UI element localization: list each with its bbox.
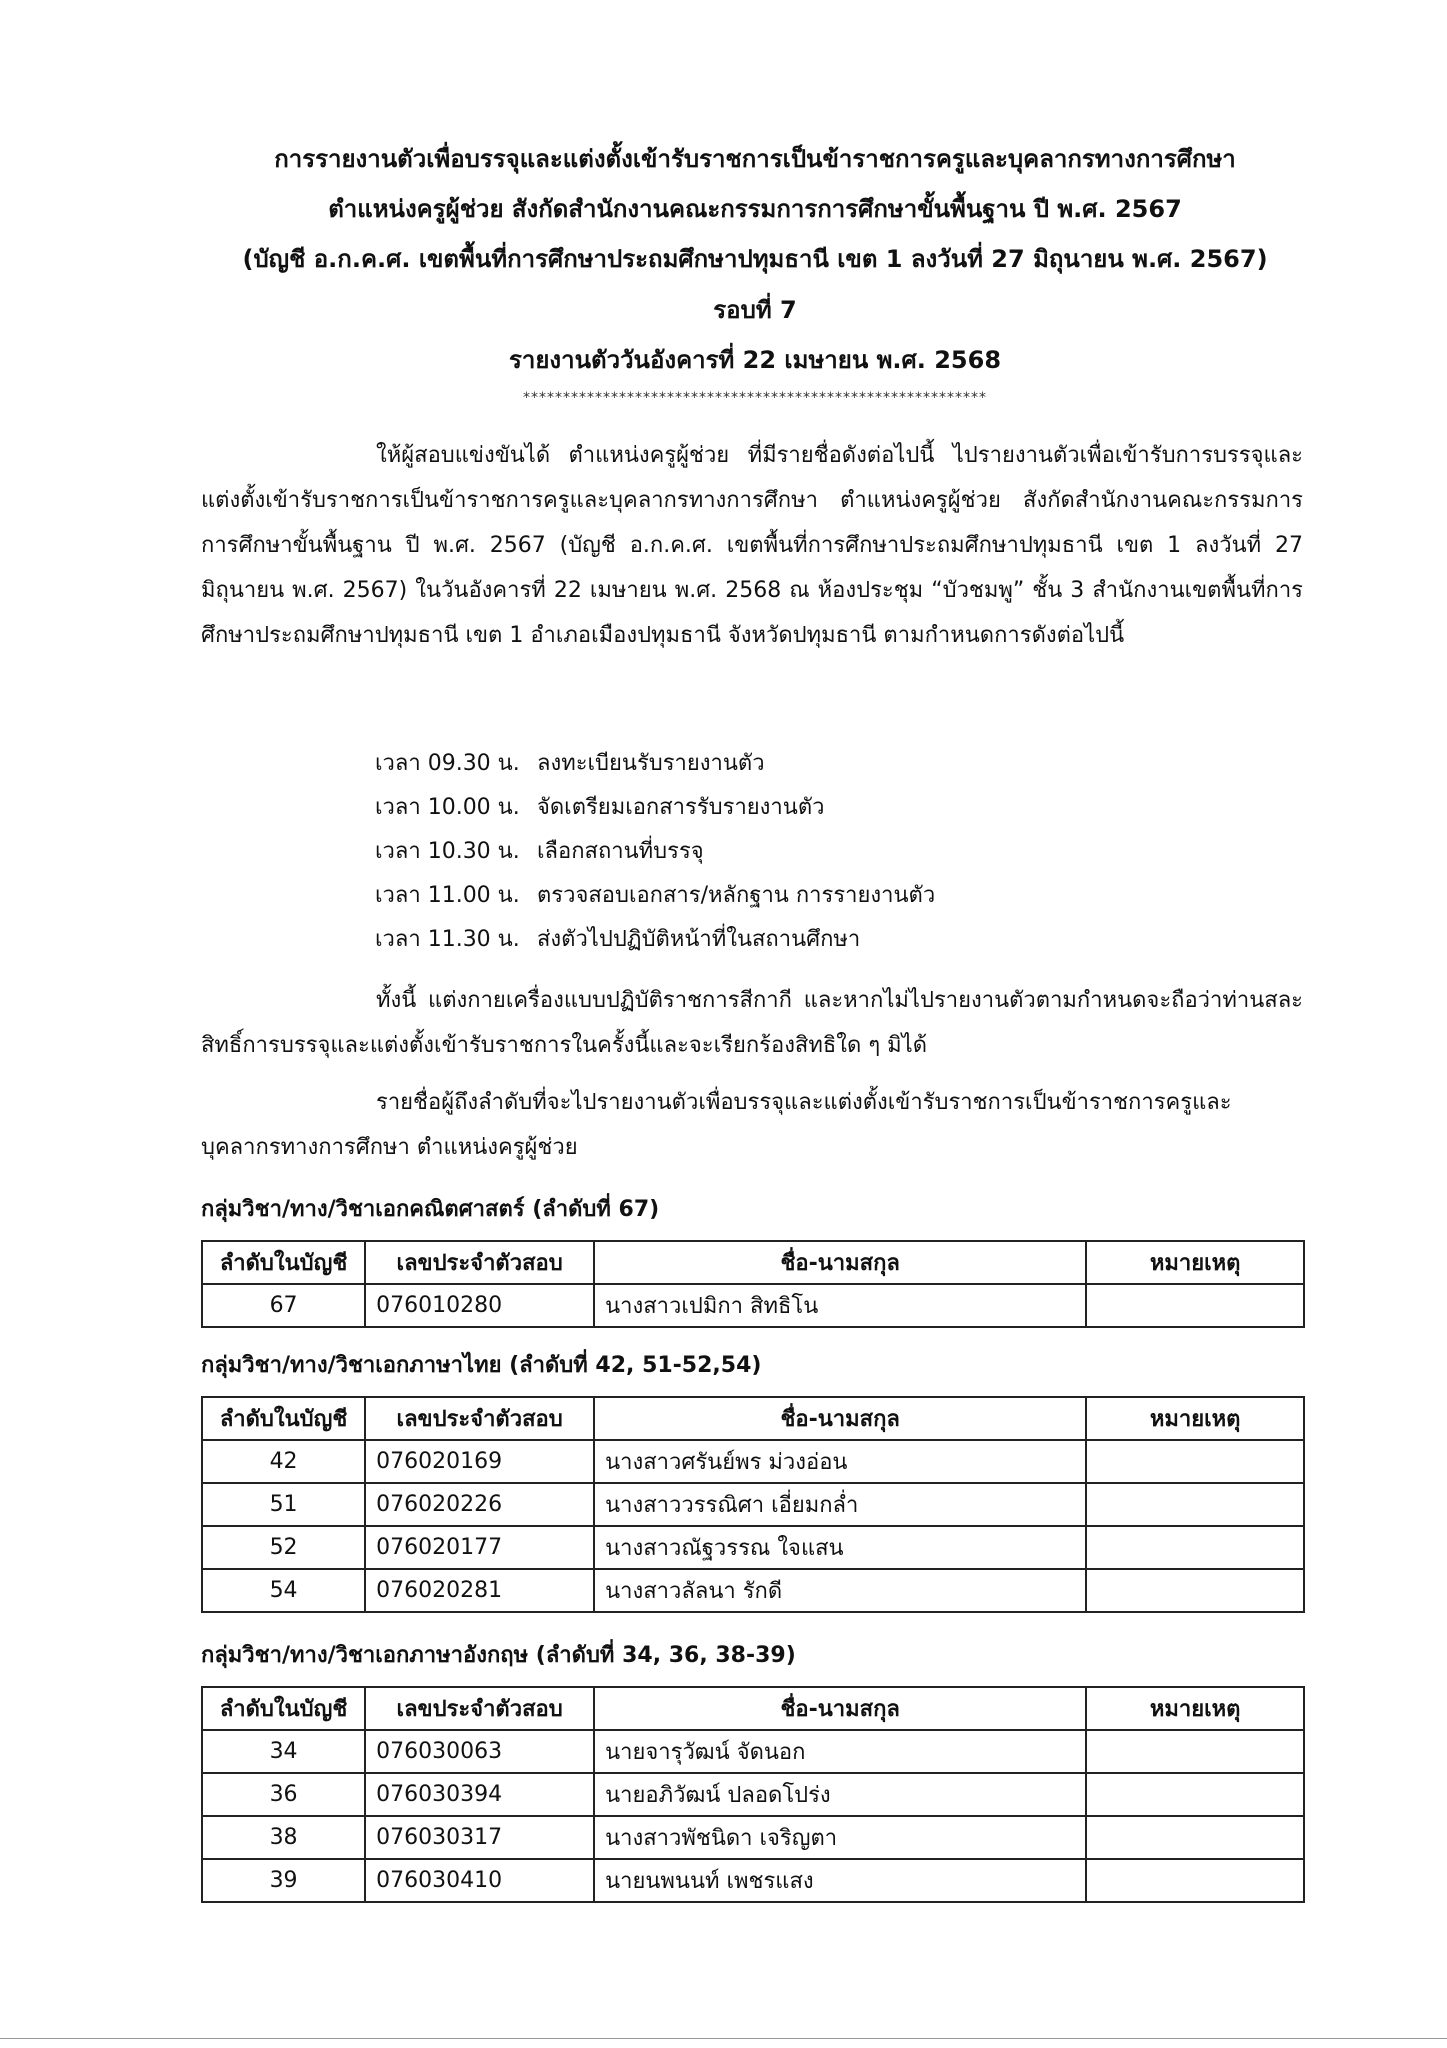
title-line-2: ตำแหน่งครูผู้ช่วย สังกัดสำนักงานคณะกรรมการการศึกษาขั้นพื้นฐาน ปี พ.ศ. 2567 [328, 195, 1182, 223]
header-exam-id: เลขประจำตัวสอบ [365, 1687, 594, 1730]
cell-name: นางสาววรรณิศา เอี่ยมกล่ำ [594, 1483, 1086, 1526]
cell-note [1086, 1526, 1304, 1569]
header-note: หมายเหตุ [1086, 1687, 1304, 1730]
header-rank: ลำดับในบัญชี [202, 1687, 365, 1730]
table-header-row [202, 1687, 1304, 1730]
cell-note [1086, 1569, 1304, 1612]
schedule-item: เวลา 11.30 น. ส่งตัวไปปฏิบัติหน้าที่ในสถานศึกษา [375, 927, 861, 952]
table-row [202, 1526, 1304, 1569]
header-name: ชื่อ-นามสกุล [594, 1241, 1086, 1284]
cell-exam-id: 076030317 [365, 1816, 594, 1859]
cell-rank: 54 [202, 1569, 365, 1612]
schedule-item: เวลา 10.00 น. จัดเตรียมเอกสารรับรายงานตัว [375, 795, 825, 820]
cell-rank: 34 [202, 1730, 365, 1773]
header-exam-id: เลขประจำตัวสอบ [365, 1241, 594, 1284]
table-row [202, 1569, 1304, 1612]
cell-rank: 67 [202, 1284, 365, 1327]
cell-exam-id: 076020177 [365, 1526, 594, 1569]
cell-name: นางสาวลัลนา รักดี [594, 1569, 1086, 1612]
schedule-item: เวลา 09.30 น. ลงทะเบียนรับรายงานตัว [375, 751, 765, 776]
cell-note [1086, 1773, 1304, 1816]
cell-rank: 39 [202, 1859, 365, 1902]
cell-exam-id: 076020281 [365, 1569, 594, 1612]
cell-note [1086, 1284, 1304, 1327]
cell-rank: 52 [202, 1526, 365, 1569]
header-exam-id: เลขประจำตัวสอบ [365, 1397, 594, 1440]
table-row [202, 1440, 1304, 1483]
cell-rank: 38 [202, 1816, 365, 1859]
schedule-list [375, 742, 935, 962]
schedule-item: เวลา 11.00 น. ตรวจสอบเอกสาร/หลักฐาน การรายงานตัว [375, 883, 936, 908]
group-title-thai: กลุ่มวิชา/ทาง/วิชาเอกภาษาไทย (ลำดับที่ 42, 51-52,54) [201, 1353, 762, 1378]
cell-note [1086, 1816, 1304, 1859]
header-note: หมายเหตุ [1086, 1241, 1304, 1284]
separator: ********************************************************** [523, 390, 987, 406]
title-line-1: การรายงานตัวเพื่อบรรจุและแต่งตั้งเข้ารับราชการเป็นข้าราชการครูและบุคลากรทางการศึกษา [274, 145, 1236, 173]
header-rank: ลำดับในบัญชี [202, 1397, 365, 1440]
list-intro-paragraph: รายชื่อผู้ถึงลำดับที่จะไปรายงานตัวเพื่อบรรจุและแต่งตั้งเข้ารับราชการเป็นข้าราชการครูและบุคลากรทางการศึกษา ตำแหน่งครูผู้ช่วย [201, 1090, 1232, 1160]
group-title-math: กลุ่มวิชา/ทาง/วิชาเอกคณิตศาสตร์ (ลำดับที่ 67) [201, 1197, 660, 1222]
cell-name: นายอภิวัฒน์ ปลอดโปร่ง [594, 1773, 1086, 1816]
cell-exam-id: 076030410 [365, 1859, 594, 1902]
table-row [202, 1859, 1304, 1902]
header-name: ชื่อ-นามสกุล [594, 1687, 1086, 1730]
announcement-paragraph: ให้ผู้สอบแข่งขันได้ ตำแหน่งครูผู้ช่วย ที่มีรายชื่อดังต่อไปนี้ ไปรายงานตัวเพื่อเข้ารับการบรรจุและแต่งตั้งเข้ารับราชการเป็นข้าราชการครูและบุคลากรทางการศึกษา ตำแหน่งครูผู้ช่วย สังกัดสำนักงานคณะกรรมการการศึกษาขั้นพื้นฐาน ปี พ.ศ. 2567 (บัญชี อ.ก.ค.ศ. เขตพื้นที่การศึกษาประถมศึกษาปทุมธานี เขต 1 ลงวันที่ 27 มิถุนายน พ.ศ. 2567) ในวันอังคารที่ 22 เมษายน พ.ศ. 2568 ณ ห้องประชุม “บัวชมพู” ชั้น 3 สำนักงานเขตพื้นที่การศึกษาประถมศึกษาปทุมธานี เขต 1 อำเภอเมืองปทุมธานี จังหวัดปทุมธานี ตามกำหนดการดังต่อไปนี้ [201, 443, 1303, 648]
cell-note [1086, 1483, 1304, 1526]
table-header-row [202, 1241, 1304, 1284]
page-bottom-divider [0, 2038, 1447, 2039]
cell-exam-id: 076020226 [365, 1483, 594, 1526]
title-line-3: (บัญชี อ.ก.ค.ศ. เขตพื้นที่การศึกษาประถมศึกษาปทุมธานี เขต 1 ลงวันที่ 27 มิถุนายน พ.ศ. 2567) [242, 245, 1268, 273]
table-english [201, 1686, 1305, 1903]
header-name: ชื่อ-นามสกุล [594, 1397, 1086, 1440]
cell-exam-id: 076030394 [365, 1773, 594, 1816]
cell-rank: 36 [202, 1773, 365, 1816]
round-label: รอบที่ 7 [713, 296, 797, 324]
report-date: รายงานตัววันอังคารที่ 22 เมษายน พ.ศ. 2568 [508, 346, 1002, 374]
table-row [202, 1773, 1304, 1816]
table-row [202, 1284, 1304, 1327]
dress-code-paragraph: ทั้งนี้ แต่งกายเครื่องแบบปฏิบัติราชการสีกากี และหากไม่ไปรายงานตัวตามกำหนดจะถือว่าท่านสละสิทธิ์การบรรจุและแต่งตั้งเข้ารับราชการในครั้งนี้และจะเรียกร้องสิทธิใด ๆ มิได้ [201, 988, 1303, 1058]
group-title-english: กลุ่มวิชา/ทาง/วิชาเอกภาษาอังกฤษ (ลำดับที่ 34, 36, 38-39) [201, 1643, 796, 1668]
cell-name: นางสาวศรันย์พร ม่วงอ่อน [594, 1440, 1086, 1483]
cell-exam-id: 076020169 [365, 1440, 594, 1483]
table-row [202, 1730, 1304, 1773]
header-rank: ลำดับในบัญชี [202, 1241, 365, 1284]
cell-name: นางสาวเปมิกา สิทธิโน [594, 1284, 1086, 1327]
table-header-row [202, 1397, 1304, 1440]
cell-exam-id: 076030063 [365, 1730, 594, 1773]
cell-name: นางสาวณัฐวรรณ ใจแสน [594, 1526, 1086, 1569]
header-note: หมายเหตุ [1086, 1397, 1304, 1440]
schedule-item: เวลา 10.30 น. เลือกสถานที่บรรจุ [375, 839, 704, 864]
cell-name: นางสาวพัชนิดา เจริญตา [594, 1816, 1086, 1859]
table-row [202, 1816, 1304, 1859]
table-math [201, 1240, 1305, 1328]
table-row [202, 1483, 1304, 1526]
cell-rank: 51 [202, 1483, 365, 1526]
table-thai [201, 1396, 1305, 1613]
cell-rank: 42 [202, 1440, 365, 1483]
cell-exam-id: 076010280 [365, 1284, 594, 1327]
cell-name: นายนพนนท์ เพชรแสง [594, 1859, 1086, 1902]
cell-note [1086, 1440, 1304, 1483]
cell-name: นายจารุวัฒน์ จัดนอก [594, 1730, 1086, 1773]
cell-note [1086, 1730, 1304, 1773]
cell-note [1086, 1859, 1304, 1902]
